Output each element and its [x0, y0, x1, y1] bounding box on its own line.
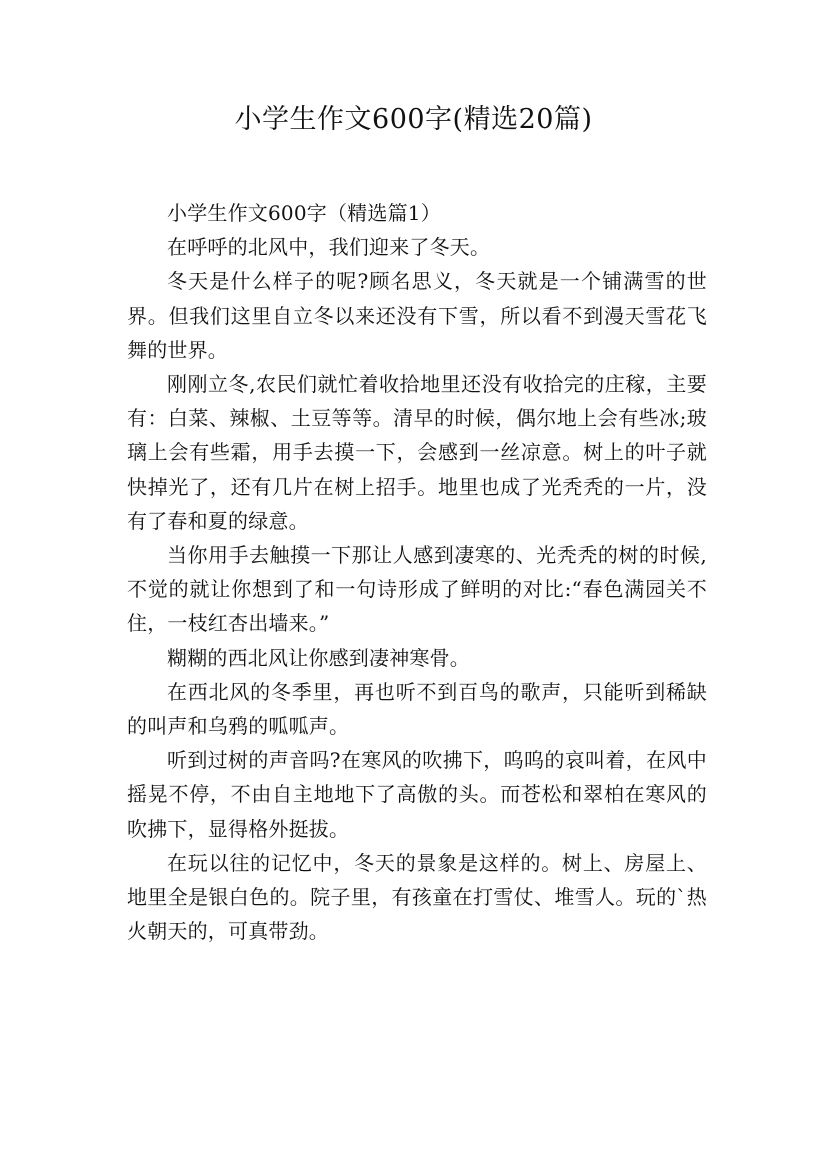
paragraph: 糊糊的西北风让你感到凄神寒骨。: [167, 645, 470, 670]
paragraph: 在玩以往的记忆中，冬天的景象是这样的。树上、房屋上、地里全是银白色的。院子里，有孩童在打雪仗、堆雪人。玩的`热火朝天的，可真带劲。: [127, 850, 707, 944]
paragraph: 冬天是什么样子的呢?顾名思义，冬天就是一个铺满雪的世界。但我们这里自立冬以来还没有下雪，所以看不到漫天雪花飞舞的世界。: [127, 269, 707, 362]
section-heading: 小学生作文600字（精选篇1）: [167, 201, 441, 225]
document-body: [127, 196, 707, 948]
paragraph: 在西北风的冬季里，再也听不到百鸟的歌声，只能听到稀缺的叫声和乌鸦的呱呱声。: [127, 679, 707, 739]
paragraph: 在呼呼的北风中，我们迎来了冬天。: [167, 235, 491, 260]
paragraph: 听到过树的声音吗?在寒风的吹拂下，呜呜的哀叫着，在风中摇晃不停，不由自主地地下了高傲的头。而苍松和翠柏在寒风的吹拂下，显得格外挺拔。: [127, 748, 707, 841]
paragraph: 刚刚立冬,农民们就忙着收拾地里还没有收拾完的庄稼，主要有：白菜、辣椒、土豆等等。清早的时候，偶尔地上会有些冰;玻璃上会有些霜，用手去摸一下，会感到一丝凉意。树上的叶子就快掉光了，还有几片在树上招手。地里也成了光秃秃的一片，没有了春和夏的绿意。: [127, 372, 707, 533]
paragraph: 当你用手去触摸一下那让人感到凄寒的、光秃秃的树的时候,不觉的就让你想到了和一句诗形成了鲜明的对比:“春色满园关不住，一枝红杏出墙来。”: [127, 543, 707, 636]
document-title: 小学生作文600字(精选20篇): [234, 104, 593, 135]
